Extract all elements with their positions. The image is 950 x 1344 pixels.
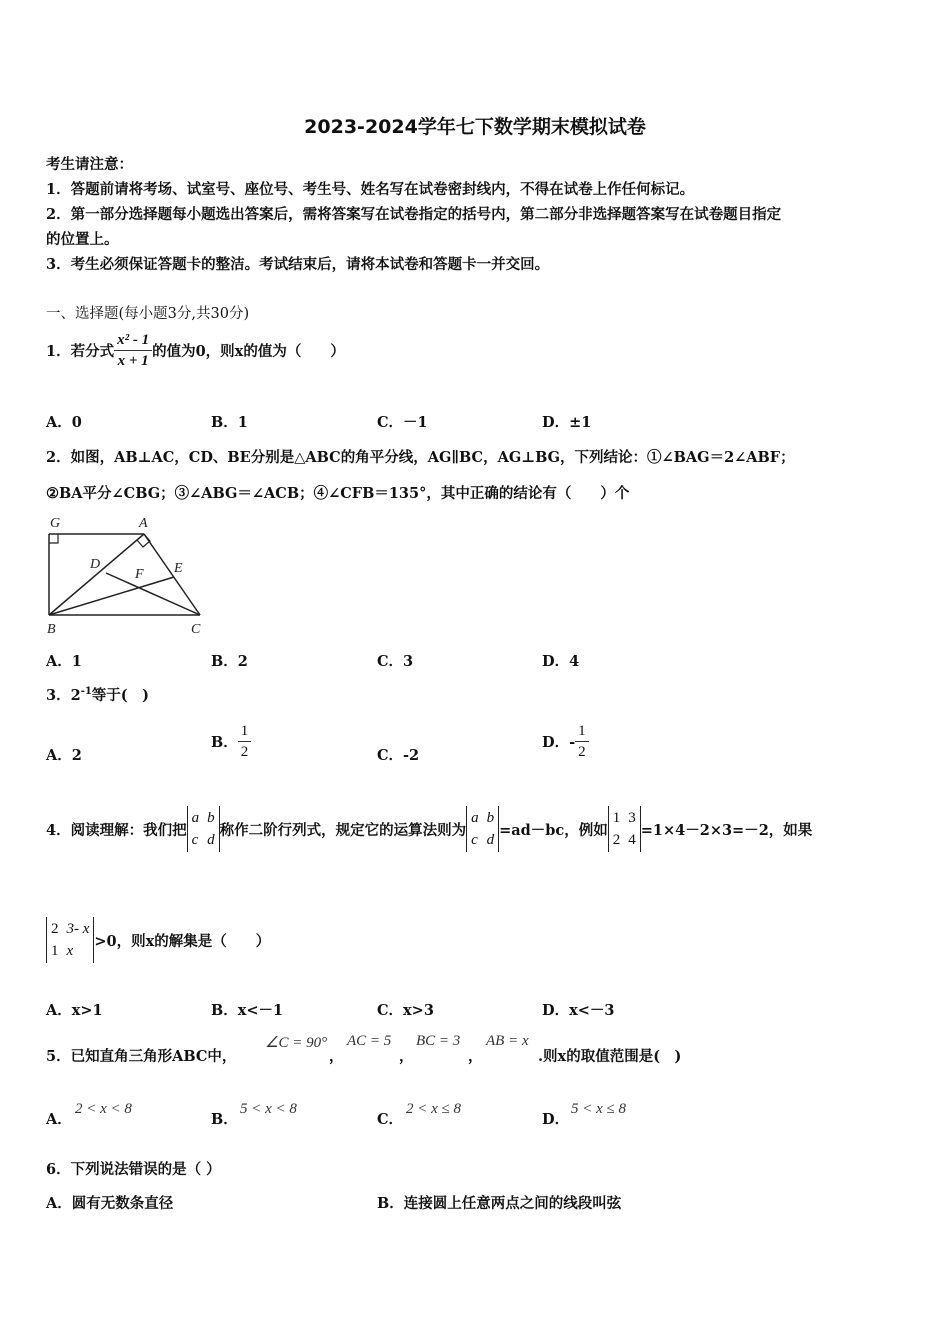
q3-d-denominator: 2 — [578, 743, 586, 760]
q1-prefix: 1．若分式 — [46, 343, 115, 360]
q5-condition-bc: BC = 3 — [416, 1033, 461, 1049]
q5-comma: ， — [399, 1048, 414, 1065]
question-1 — [46, 330, 345, 371]
q3-option-c: C．-2 — [377, 747, 420, 764]
q2-figure — [40, 510, 220, 640]
q1-suffix: 的值为0，则x的值为（ ） — [152, 343, 345, 360]
det-cell: 3 — [628, 810, 636, 826]
det-cell: a — [191, 810, 200, 826]
notice-item: 3．考生必须保证答题卡的整洁。考试结束后，请将本试卷和答题卡一并交回。 — [46, 256, 550, 273]
q2-line-1: 2．如图，AB⊥AC，CD、BE分别是△ABC的角平分线，AG∥BC，AG⊥BG，下列结论：①∠BAG＝2∠ABF； — [46, 449, 795, 466]
notice-item: 2．第一部分选择题每小题选出答案后，需将答案写在试卷指定的括号内，第二部分非选择题答案写在试卷题目指定 — [46, 206, 782, 223]
determinant-3 — [608, 806, 641, 852]
q2-option-b: B．2 — [211, 653, 248, 670]
q1-option-a: A．0 — [46, 414, 82, 431]
notice-item: 1．答题前请将考场、试室号、座位号、考生号、姓名写在试卷密封线内，不得在试卷上作任何标记。 — [46, 181, 695, 198]
label-f: F — [135, 567, 144, 582]
det-cell: a — [471, 810, 479, 826]
q6-stem: 6．下列说法错误的是（ ） — [46, 1161, 221, 1178]
q5-comma: ， — [329, 1048, 344, 1065]
label-d: D — [90, 557, 101, 572]
q3-option-d — [542, 718, 589, 764]
det-cell: c — [471, 832, 478, 848]
q3-b-denominator: 2 — [240, 743, 249, 760]
q4-condition — [46, 915, 270, 965]
page-title: 2023-2024学年七下数学期末模拟试卷 — [304, 116, 646, 138]
q4-mid-1: 称作二阶行列式，规定它的运算法则为 — [219, 821, 467, 839]
question-4 — [46, 804, 812, 854]
det-cell: 1 — [612, 810, 621, 826]
q2-option-d: D．4 — [542, 653, 580, 670]
notice-item: 的位置上。 — [46, 231, 119, 248]
det-cell: 4 — [628, 832, 636, 848]
q3-d-fraction — [575, 721, 589, 762]
q5-option-b-value: 5 < x < 8 — [240, 1101, 297, 1117]
q4-option-d: D．x<－3 — [542, 1002, 615, 1019]
det-cell: x — [66, 943, 74, 959]
det-cell: 1 — [51, 943, 59, 959]
det-cell: 2 — [612, 832, 621, 848]
label-e: E — [174, 561, 183, 576]
section-heading: 一、选择题(每小题3分,共30分) — [46, 306, 250, 322]
right-angle-mark-g — [49, 534, 58, 543]
q4-option-a: A．x>1 — [46, 1002, 103, 1019]
determinant-4 — [46, 917, 94, 963]
label-g: G — [50, 516, 61, 531]
det-cell: b — [486, 810, 495, 826]
det-cell: d — [486, 832, 495, 848]
q5-option-a-label: A． — [46, 1111, 72, 1128]
segment-be — [49, 577, 174, 615]
q2-option-c: C．3 — [377, 653, 414, 670]
q4-option-b: B．x<－1 — [211, 1002, 284, 1019]
q4-mid-3: =1×4－2×3=－2，如果 — [640, 821, 813, 839]
label-a: A — [139, 516, 148, 531]
q5-option-d-label: D． — [542, 1111, 570, 1128]
label-c: C — [191, 622, 201, 637]
q4-mid-2: =ad－bc，例如 — [499, 821, 608, 839]
det-cell: 2 — [51, 921, 59, 937]
q1-option-c: C．－1 — [377, 414, 428, 431]
q5-option-c-label: C． — [377, 1111, 404, 1128]
q5-condition-ab: AB = x — [486, 1033, 529, 1049]
q5-comma: ， — [468, 1048, 483, 1065]
q1-fraction — [114, 330, 152, 371]
det-cell: b — [207, 810, 215, 826]
det-cell: 3- x — [66, 921, 90, 937]
q5-suffix: .则x的取值范围是( ) — [538, 1048, 682, 1065]
q3-b-label: B． — [211, 733, 238, 751]
q3-option-b — [211, 718, 251, 764]
q1-denominator: x + 1 — [117, 353, 149, 369]
q1-numerator: x² - 1 — [114, 330, 152, 351]
q5-option-d-value: 5 < x ≤ 8 — [571, 1101, 627, 1117]
q1-option-b: B．1 — [211, 414, 248, 431]
q4-option-c: C．x>3 — [377, 1002, 434, 1019]
q5-option-b-label: B． — [211, 1111, 238, 1128]
q1-option-d: D．±1 — [542, 414, 592, 431]
q5-condition-angle: ∠C = 90° — [265, 1035, 328, 1051]
q5-condition-ac: AC = 5 — [347, 1033, 392, 1049]
q3-option-a: A．2 — [46, 747, 82, 764]
q6-option-a: A．圆有无数条直径 — [46, 1195, 174, 1212]
q3-base: 3．2 — [46, 687, 81, 704]
q6-option-b: B．连接圆上任意两点之间的线段叫弦 — [377, 1195, 622, 1212]
q3-b-fraction — [238, 721, 252, 762]
determinant-1 — [187, 806, 220, 852]
q5-option-a-value: 2 < x < 8 — [75, 1101, 132, 1117]
q3-d-label: D．- — [542, 733, 576, 751]
q5-option-c-value: 2 < x ≤ 8 — [406, 1101, 462, 1117]
q3-exponent: -1 — [80, 686, 92, 698]
q2-option-a: A．1 — [46, 653, 82, 670]
det-cell: d — [207, 832, 215, 848]
q4-tail: >0，则x的解集是（ ） — [94, 932, 271, 950]
det-cell: c — [191, 832, 199, 848]
q4-prefix: 4．阅读理解：我们把 — [46, 821, 187, 839]
q2-line-2: ②BA平分∠CBG；③∠ABG＝∠ACB；④∠CFB＝135°，其中正确的结论有（ ）个 — [46, 485, 630, 502]
q5-prefix: 5．已知直角三角形ABC中， — [46, 1048, 237, 1065]
q3-b-numerator: 1 — [238, 721, 252, 742]
segment-ab — [49, 534, 144, 615]
notice-heading: 考生请注意： — [46, 156, 133, 173]
question-3 — [46, 684, 149, 705]
q3-d-numerator: 1 — [575, 721, 589, 742]
determinant-2 — [466, 806, 499, 852]
label-b: B — [47, 622, 56, 637]
q3-text: 等于( ) — [91, 687, 150, 704]
